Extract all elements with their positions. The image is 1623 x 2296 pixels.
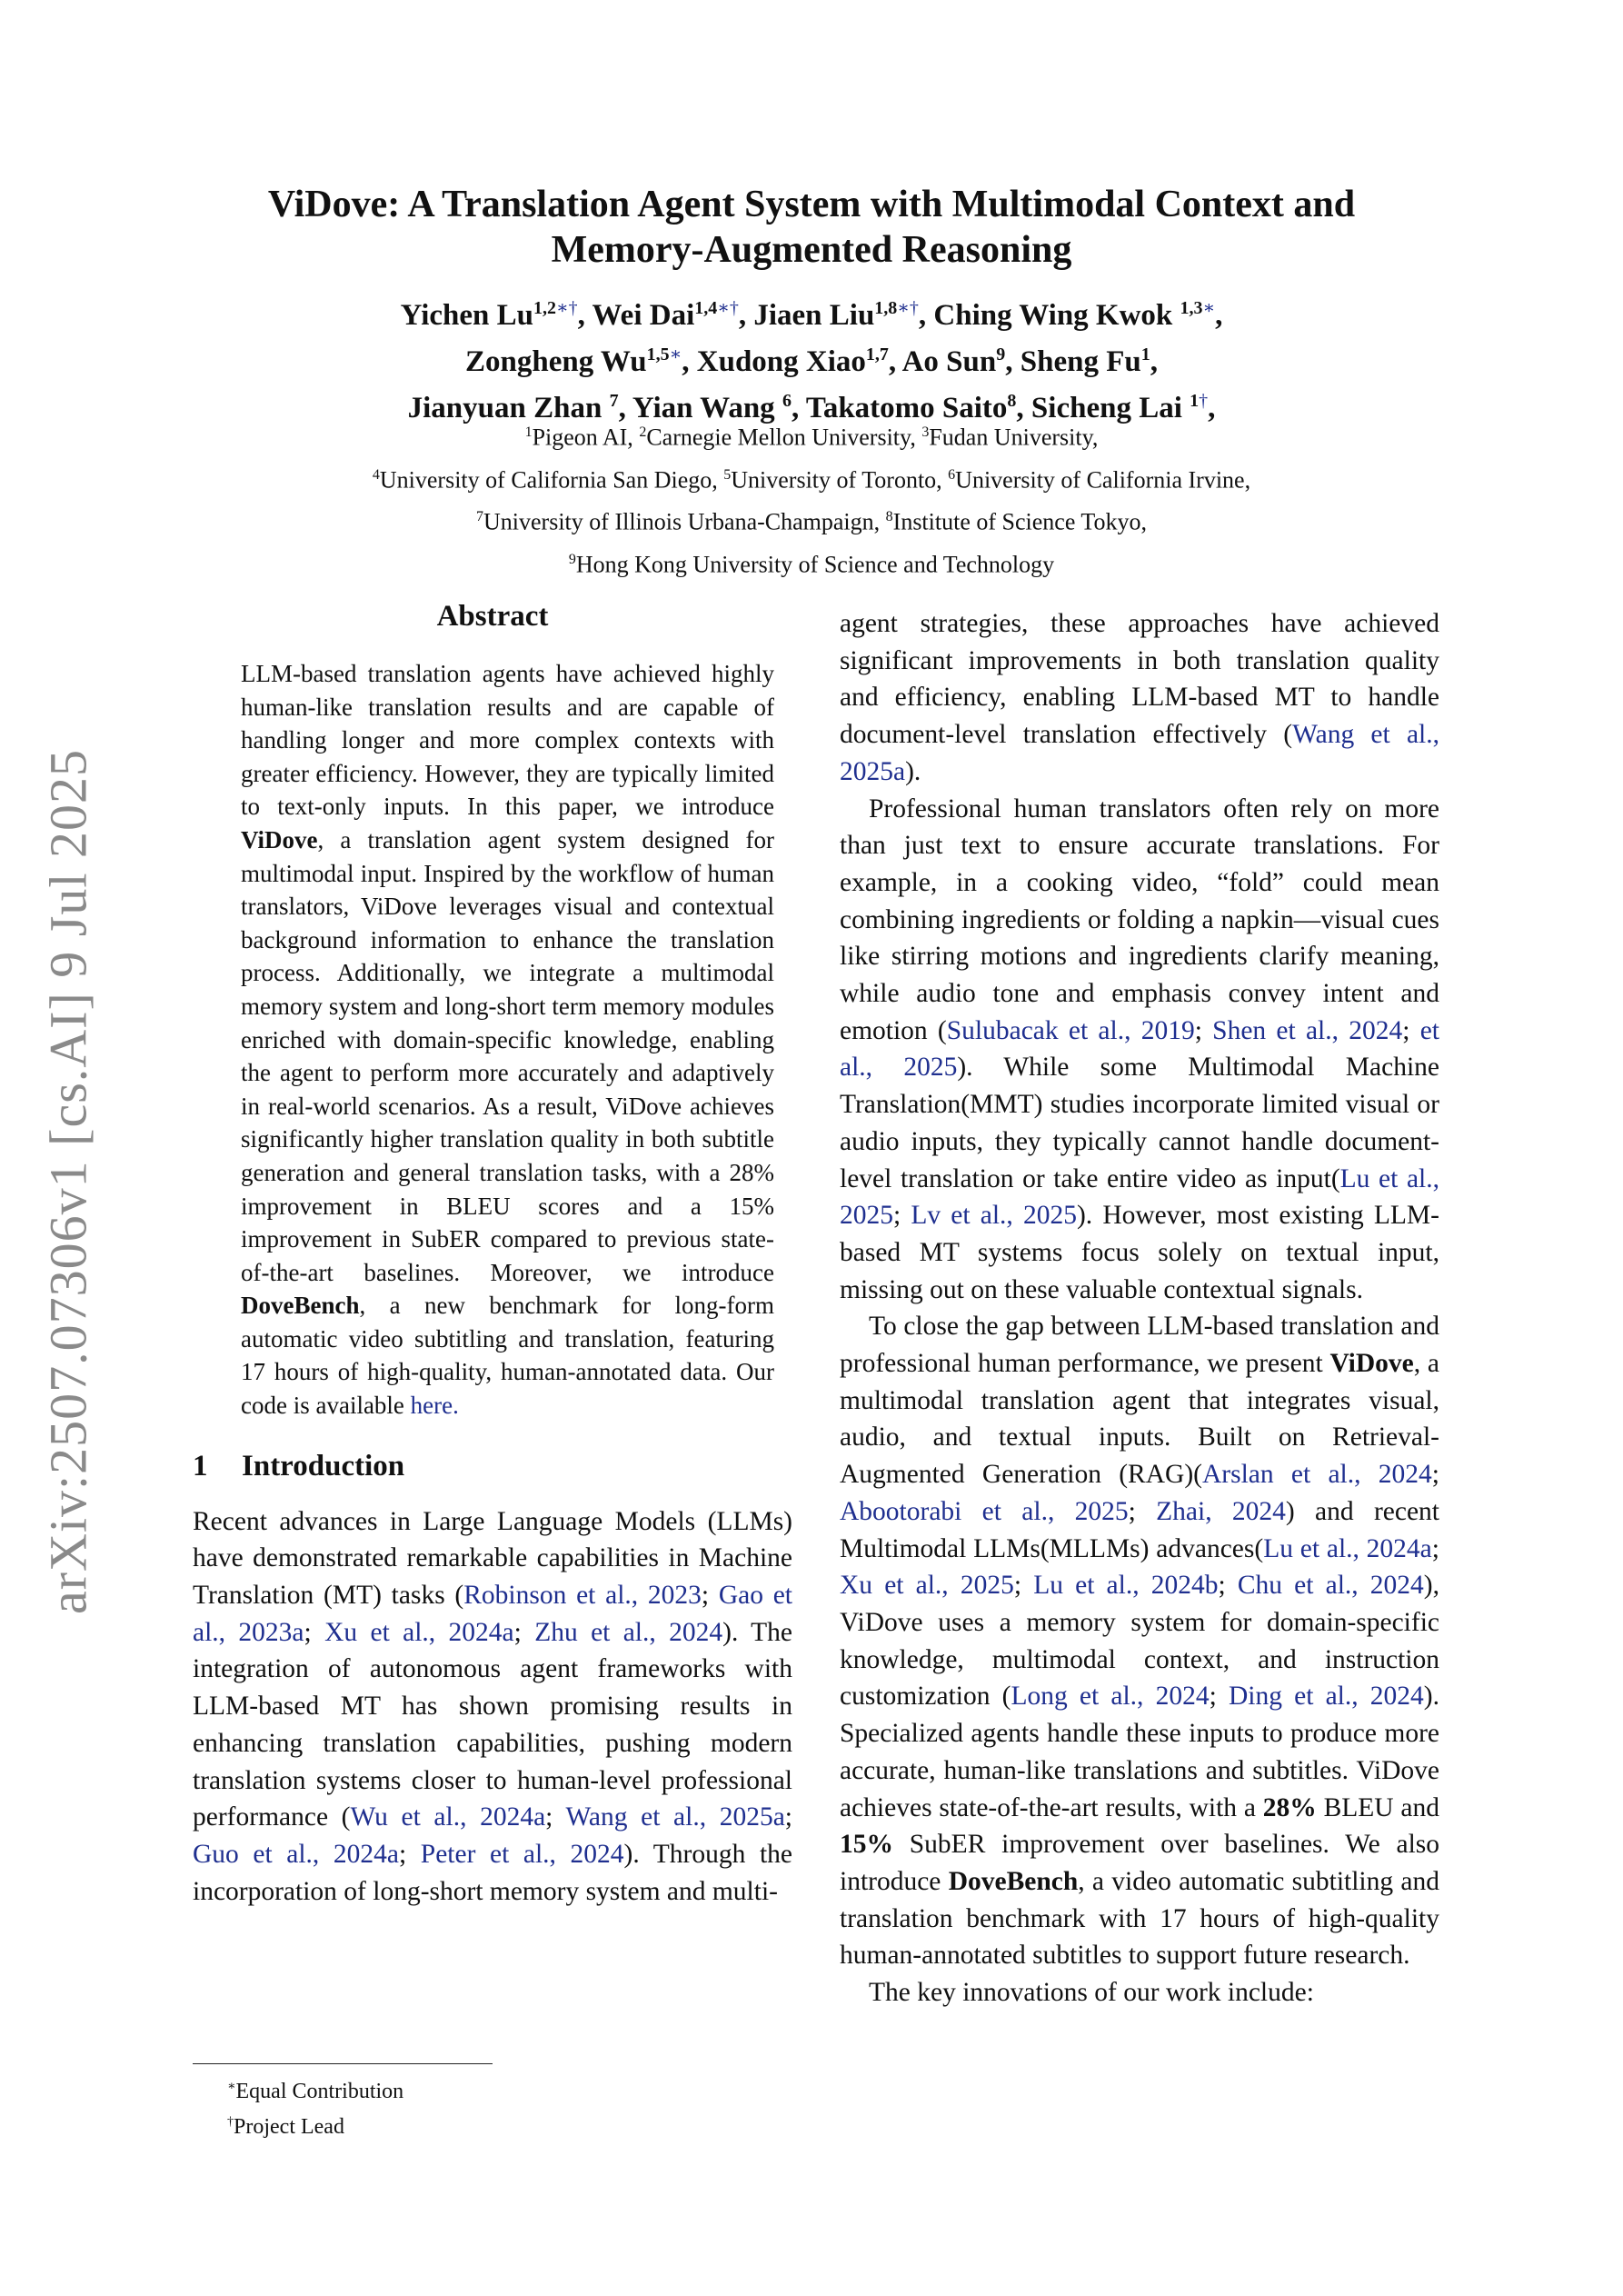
text-run: , a multimodal translation agent that integrates visual, audio, and textual inputs. Built on Retrieval-Augmented Generation (RAG)( (840, 1349, 1440, 1490)
bold-term: DoveBench (948, 1866, 1079, 1896)
citation-link[interactable]: Wu et al., 2024a (350, 1802, 546, 1832)
paper-title (182, 182, 1441, 273)
title-line-2: Memory-Augmented Reasoning (551, 229, 1072, 271)
text-run: ; (893, 1201, 911, 1231)
footnote-text: Equal Contribution (235, 2080, 404, 2103)
citation-link[interactable]: Ding et al., 2024 (1228, 1682, 1424, 1712)
citation-link[interactable]: et al., 2025 (840, 1015, 1439, 1083)
text-run: ). While some Multimodal Machine Translation(MMT) studies incorporate limited visual or audio inputs, they typically cannot handle document-level translation or take entire video as input( (840, 1053, 1439, 1193)
text-run: ; (304, 1617, 325, 1647)
affiliation-number: 3 (921, 424, 930, 440)
citation-link[interactable]: Sulubacak et al., 2019 (946, 1015, 1195, 1045)
text-run: ; (1013, 1571, 1034, 1601)
left-column (193, 600, 792, 1910)
title-line-1: ViDove: A Translation Agent System with Multimodal Context and (267, 184, 1356, 225)
intro-paragraph-1-continued (840, 605, 1439, 791)
citation-link[interactable]: Lu et al., 2024b (1033, 1571, 1219, 1601)
author-role-marker[interactable]: ∗† (717, 298, 739, 318)
right-column (840, 605, 1439, 2011)
text-run: , a translation agent system designed for multimodal input. Inspired by the workflow of human translators, ViDove leverages visual and contextual background information to enhance the translation process. Additionally, we integrate a multimodal memory system and long-short term memory modules enriched with domain-specific knowledge, enabling the agent to perform more accurately and adaptively in real-world scenarios. As a result, ViDove achieves significantly higher translation quality in both subtitle generation and general translation tasks, with a 28% improvement in BLEU scores and a 15% improvement in SubER compared to previous state-of-the-art baselines. Moreover, we introduce (241, 825, 774, 1286)
citation-link[interactable]: here. (410, 1392, 459, 1420)
intro-paragraph-4 (840, 1974, 1439, 2011)
citation-link[interactable]: Chu et al., 2024 (1237, 1571, 1424, 1601)
author-affiliation-marker: 1,2 (533, 298, 556, 318)
citation-link[interactable]: Guo et al., 2024a (193, 1839, 399, 1869)
footnotes (193, 2063, 493, 2142)
affiliation-number: 8 (885, 509, 893, 525)
text-run: ). However, most existing LLM-based MT systems focus solely on textual input, missing out on these valuable contextual signals. (840, 1201, 1439, 1304)
text-run: Recent advances in Large Language Models (LLMs) have demonstrated remarkable capabilities in Machine Translation (MT) tasks ( (193, 1506, 792, 1611)
text-run: ; (1194, 1015, 1213, 1045)
text-run: Professional human translators often rely on more than just text to ensure accurate translations. For example, in a cooking video, “fold” could mean combining ingredients or folding a napkin—visual cues like stirring motions and ingredients clarify meaning, while audio tone and emphasis convey intent and emotion ( (840, 794, 1439, 1045)
author-name: Jianyuan Zhan (407, 392, 610, 424)
section-number: 1 (193, 1449, 208, 1482)
citation-link[interactable]: Arslan et al., 2024 (1201, 1460, 1432, 1490)
text-run: BLEU and (1316, 1792, 1439, 1822)
footnote-marker: ∗ (227, 2080, 236, 2093)
author-name: Ching Wing Kwok (933, 299, 1180, 332)
affiliation-name: Fudan University, (929, 424, 1099, 451)
affiliation-line (182, 456, 1441, 499)
text-run: ; (1209, 1682, 1229, 1712)
author-affiliation-marker: 6 (782, 391, 792, 411)
text-run: SubER improvement over baselines. We also introduce (840, 1830, 1439, 1896)
author-role-marker[interactable]: † (1199, 391, 1209, 411)
affiliation-name: Hong Kong University of Science and Technology (575, 551, 1055, 578)
citation-link[interactable]: Lv et al., 2025 (911, 1201, 1077, 1231)
author-name: Yichen Lu (400, 299, 533, 332)
author-name: Sheng Fu (1020, 345, 1141, 378)
text-run: ; (513, 1617, 535, 1647)
affiliation-line (182, 498, 1441, 541)
bold-term: DoveBench (241, 1292, 360, 1320)
affiliation-number: 2 (639, 424, 647, 440)
section-title: Introduction (242, 1449, 405, 1482)
citation-link[interactable]: Lu et al., 2024a (1263, 1533, 1432, 1563)
author-affiliation-marker: 1,4 (694, 298, 718, 318)
text-run: , a new benchmark for long-form automatic video subtitling and translation, featuring 17 hours of high-quality, human-annotated data. Our code is available (241, 1292, 774, 1420)
footnote-text: Project Lead (234, 2115, 344, 2139)
citation-link[interactable]: Lu et al., 2025 (840, 1163, 1439, 1231)
author-role-marker[interactable]: ∗† (897, 298, 919, 318)
abstract-text (241, 657, 774, 1423)
citation-link[interactable]: Zhu et al., 2024 (534, 1617, 723, 1647)
author-name: Ao Sun (901, 345, 997, 378)
text-run: ; (1431, 1533, 1439, 1563)
author-name: Jiaen Liu (753, 299, 875, 332)
citation-link[interactable]: Peter et al., 2024 (420, 1839, 624, 1869)
text-run: ; (1431, 1460, 1439, 1490)
affiliation-name: University of Illinois Urbana-Champaign, (483, 508, 886, 535)
bold-term: ViDove (1329, 1349, 1414, 1379)
author-name: Zongheng Wu (465, 345, 647, 378)
author-affiliation-marker: 8 (1007, 391, 1017, 411)
footnote-equal-contribution (193, 2071, 493, 2107)
citation-link[interactable]: Xu et al., 2025 (840, 1571, 1014, 1601)
text-run: agent strategies, these approaches have achieved significant improvements in both translation quality and efficiency, enabling LLM-based MT to handle document-level translation effectively ( (840, 609, 1439, 750)
affiliation-line (182, 541, 1441, 584)
author-affiliation-marker: 9 (996, 344, 1006, 364)
text-run: LLM-based translation agents have achieved highly human-like translation results and are capable of handling longer and more complex contexts with greater efficiency. However, they are typically limited to text-only inputs. In this paper, we introduce (241, 660, 774, 821)
footnote-project-lead (193, 2107, 493, 2142)
author-affiliation-marker: 1,5 (646, 344, 670, 364)
text-run: ). Through the incorporation of long-short memory system and multi- (193, 1839, 792, 1906)
affiliation-number: 9 (568, 551, 576, 567)
intro-paragraph-1 (193, 1503, 792, 1911)
author-affiliation-marker: 1 (1140, 344, 1150, 364)
citation-link[interactable]: Gao et al., 2023a (193, 1581, 792, 1647)
author-line: Yichen $Lu^{1,2∗\dagger}$, Wei Dai$^{1,4∗\dagger}$, Jiaen Liu$^{1,8∗\dagger}$, Ching Wing Kwok $^{1,3∗}$, (400, 298, 1223, 332)
arxiv-sidebar-stamp (35, 700, 102, 1663)
affiliation-line (182, 414, 1441, 456)
author-name: Wei Dai (592, 299, 695, 332)
affiliation-list (182, 414, 1441, 584)
text-run: ), ViDove uses a memory system for domain-specific knowledge, multimodal context, and instruction customization ( (840, 1571, 1439, 1712)
section-heading-introduction (193, 1450, 792, 1483)
author-name: Xudong Xiao (696, 345, 866, 378)
bold-term: 15% (840, 1830, 893, 1860)
intro-paragraph-2 (840, 791, 1439, 1309)
author-affiliation-marker: 1 (1190, 391, 1200, 411)
text-run: ) and recent Multimodal LLMs(MLLMs) advances( (840, 1496, 1439, 1563)
affiliation-name: Pigeon AI, (532, 424, 640, 451)
author-name: Yian Wang (632, 392, 782, 424)
text-run: ; (1218, 1571, 1238, 1601)
author-line: Zongheng $Wu^{1,5∗}$, Xudong Xiao$^{1,7}$, Ao Sun$^9$, Sheng Fu$^1$, (465, 344, 1158, 378)
citation-link[interactable]: Wang et al., 2025a (565, 1802, 785, 1832)
author-name: Sicheng Lai (1031, 392, 1190, 424)
affiliation-name: University of California Irvine, (955, 466, 1251, 494)
citation-link[interactable]: Shen et al., 2024 (1212, 1015, 1403, 1045)
text-run: ; (545, 1802, 566, 1832)
text-run: , a video automatic subtitling and translation benchmark with 17 hours of high-quality human-annotated subtitles to support future research. (840, 1866, 1439, 1971)
bold-term: 28% (1262, 1792, 1317, 1822)
text-run: ; (784, 1802, 792, 1832)
text-run: To close the gap between LLM-based translation and professional human performance, we present (840, 1312, 1439, 1379)
affiliation-name: Carnegie Mellon University, (646, 424, 922, 451)
affiliation-number: 6 (948, 466, 956, 483)
citation-link[interactable]: Long et al., 2024 (1011, 1682, 1210, 1712)
affiliation-name: University of California San Diego, (379, 466, 724, 494)
citation-link[interactable]: Zhai, 2024 (1156, 1496, 1286, 1526)
text-run: The key innovations of our work include: (869, 1978, 1314, 2008)
affiliation-number: 1 (524, 424, 533, 440)
author-list (182, 289, 1441, 428)
author-affiliation-marker: 7 (609, 391, 619, 411)
footnote-marker: † (227, 2115, 234, 2129)
author-role-marker[interactable]: ∗ (1202, 298, 1216, 318)
author-role-marker[interactable]: ∗ (669, 344, 682, 364)
author-name: Takatomo Saito (805, 392, 1008, 424)
bold-term: ViDove (241, 825, 318, 854)
arxiv-identifier: arXiv:2507.07306v1 [cs.AI] 9 Jul 2025 (38, 748, 98, 1615)
text-run: ; (1128, 1496, 1157, 1526)
affiliation-number: 7 (476, 509, 484, 525)
abstract-heading: Abstract (436, 600, 549, 633)
author-role-marker[interactable]: ∗† (556, 298, 578, 318)
author-line: Jianyuan Zhan $^7$, Yian Wang $^6$, Takatomo Saito$^8$, Sicheng Lai $^{1\dagger}$, (407, 391, 1216, 424)
text-run: ; (701, 1581, 719, 1611)
text-run: ). (905, 756, 921, 786)
text-run: ; (399, 1839, 421, 1869)
text-run: ). Specialized agents handle these inputs to produce more accurate, human-like translations and subtitles. ViDove achieves state-of-the-art results, with a (840, 1682, 1439, 1822)
citation-link[interactable]: Robinson et al., 2023 (463, 1581, 702, 1611)
affiliation-number: 5 (723, 466, 732, 483)
intro-paragraph-3 (840, 1308, 1439, 1974)
author-affiliation-marker: 1,7 (865, 344, 889, 364)
text-run: ; (1402, 1015, 1420, 1045)
citation-link[interactable]: Wang et al., 2025a (840, 720, 1439, 786)
citation-link[interactable]: Abootorabi et al., 2025 (840, 1496, 1129, 1526)
author-affiliation-marker: 1,3 (1180, 298, 1203, 318)
affiliation-name: University of Toronto, (731, 466, 949, 494)
affiliation-name: Institute of Science Tokyo, (892, 508, 1147, 535)
author-affiliation-marker: 1,8 (874, 298, 898, 318)
citation-link[interactable]: Xu et al., 2024a (324, 1617, 514, 1647)
affiliation-number: 4 (372, 466, 380, 483)
text-run: ). The integration of autonomous agent frameworks with LLM-based MT has shown promising results in enhancing translation capabilities, pushing modern translation systems closer to human-level professional performance ( (193, 1617, 793, 1832)
